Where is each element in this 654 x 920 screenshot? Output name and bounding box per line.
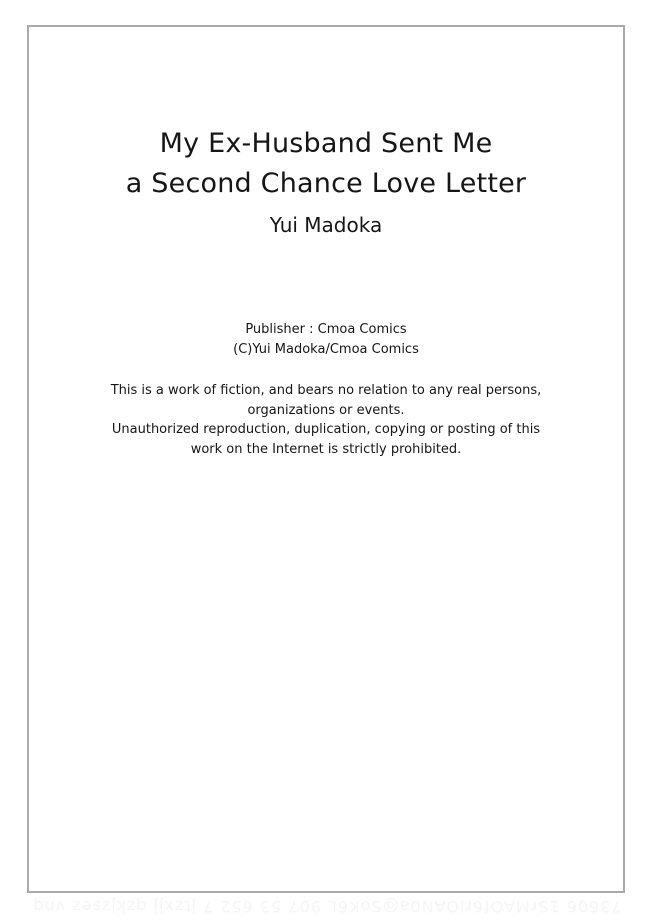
book-title-line-2: a Second Chance Love Letter <box>125 168 527 199</box>
disclaimer-line-2: organizations or events. <box>247 402 405 418</box>
disclaimer-block <box>29 381 623 459</box>
faint-security-watermark: 73606 1SrMAOf6rlOAN0a@SoK6L 907 53 652 7 jtzxjj qzkjzsez vnq <box>32 897 622 916</box>
disclaimer-line-4: work on the Internet is strictly prohibited. <box>190 441 462 457</box>
book-title-line-1: My Ex-Husband Sent Me <box>159 128 493 159</box>
copyright-line: (C)Yui Madoka/Cmoa Comics <box>233 341 419 357</box>
disclaimer-line-3: Unauthorized reproduction, duplication, copying or posting of this <box>111 422 541 437</box>
publisher-line: Publisher : Cmoa Comics <box>245 322 407 337</box>
publisher-block <box>29 320 623 359</box>
book-title <box>29 124 623 204</box>
disclaimer-line-1: This is a work of fiction, and bears no relation to any real persons, <box>110 383 542 398</box>
book-colophon-page <box>27 25 625 893</box>
author-name: Yui Madoka <box>269 213 383 237</box>
